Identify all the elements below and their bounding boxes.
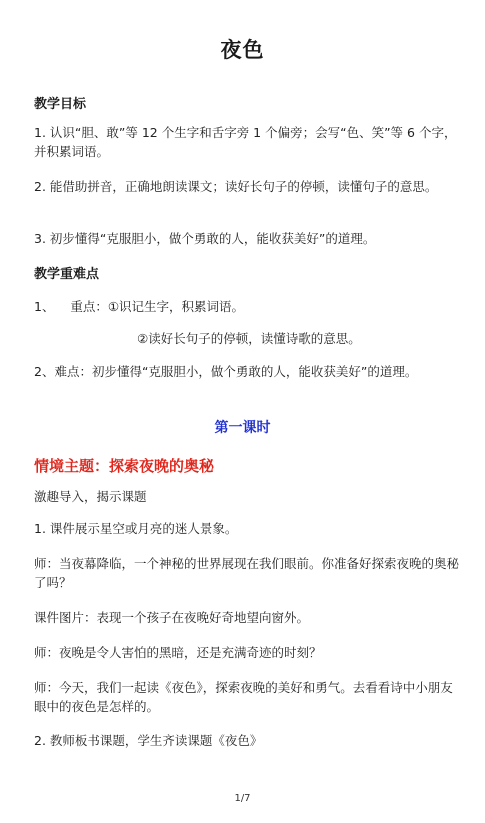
document-title: 夜色 <box>220 38 265 62</box>
page-number: 1/7 <box>234 793 251 804</box>
body-line-5: 师：夜晚是令人害怕的黑暗，还是充满奇迹的时刻？ <box>34 645 322 660</box>
body-line-7: 2. 教师板书课题，学生齐读课题《夜色》 <box>34 733 263 748</box>
body-line-4: 课件图片：表现一个孩子在夜晚好奇地望向窗外。 <box>34 610 310 625</box>
key-points-heading: 教学重难点 <box>34 267 100 282</box>
theme-heading: 情境主题：探索夜晚的奥秘 <box>34 457 215 475</box>
key-point-1: 1、 重点：①识记生字，积累词语。 <box>34 299 245 314</box>
lesson-heading: 第一课时 <box>214 420 271 436</box>
body-line-1: 激趣导入，揭示课题 <box>34 489 147 504</box>
key-point-1b: ②读好长句子的停顿，读懂诗歌的意思。 <box>137 331 361 346</box>
objective-1: 1. 认识“胆、敢”等 12 个生字和舌字旁 1 个偏旁；会写“色、笑”等 6 个字，并积累词语。 <box>34 125 457 159</box>
body-line-6: 师：今天，我们一起读《夜色》，探索夜晚的美好和勇气。去看看诗中小朋友眼中的夜色是怎样的。 <box>34 680 453 714</box>
body-line-2: 1. 课件展示星空或月亮的迷人景象。 <box>34 521 238 536</box>
key-point-2: 2、难点：初步懂得“克服胆小，做个勇敢的人，能收获美好”的道理。 <box>34 364 418 379</box>
objective-3: 3. 初步懂得“克服胆小，做个勇敢的人，能收获美好”的道理。 <box>34 231 376 246</box>
objectives-heading: 教学目标 <box>34 97 87 112</box>
body-line-3: 师：当夜幕降临，一个神秘的世界展现在我们眼前。你准备好探索夜晚的奥秘了吗？ <box>34 556 460 590</box>
objective-2: 2. 能借助拼音，正确地朗读课文；读好长句子的停顿，读懂句子的意思。 <box>34 179 438 194</box>
